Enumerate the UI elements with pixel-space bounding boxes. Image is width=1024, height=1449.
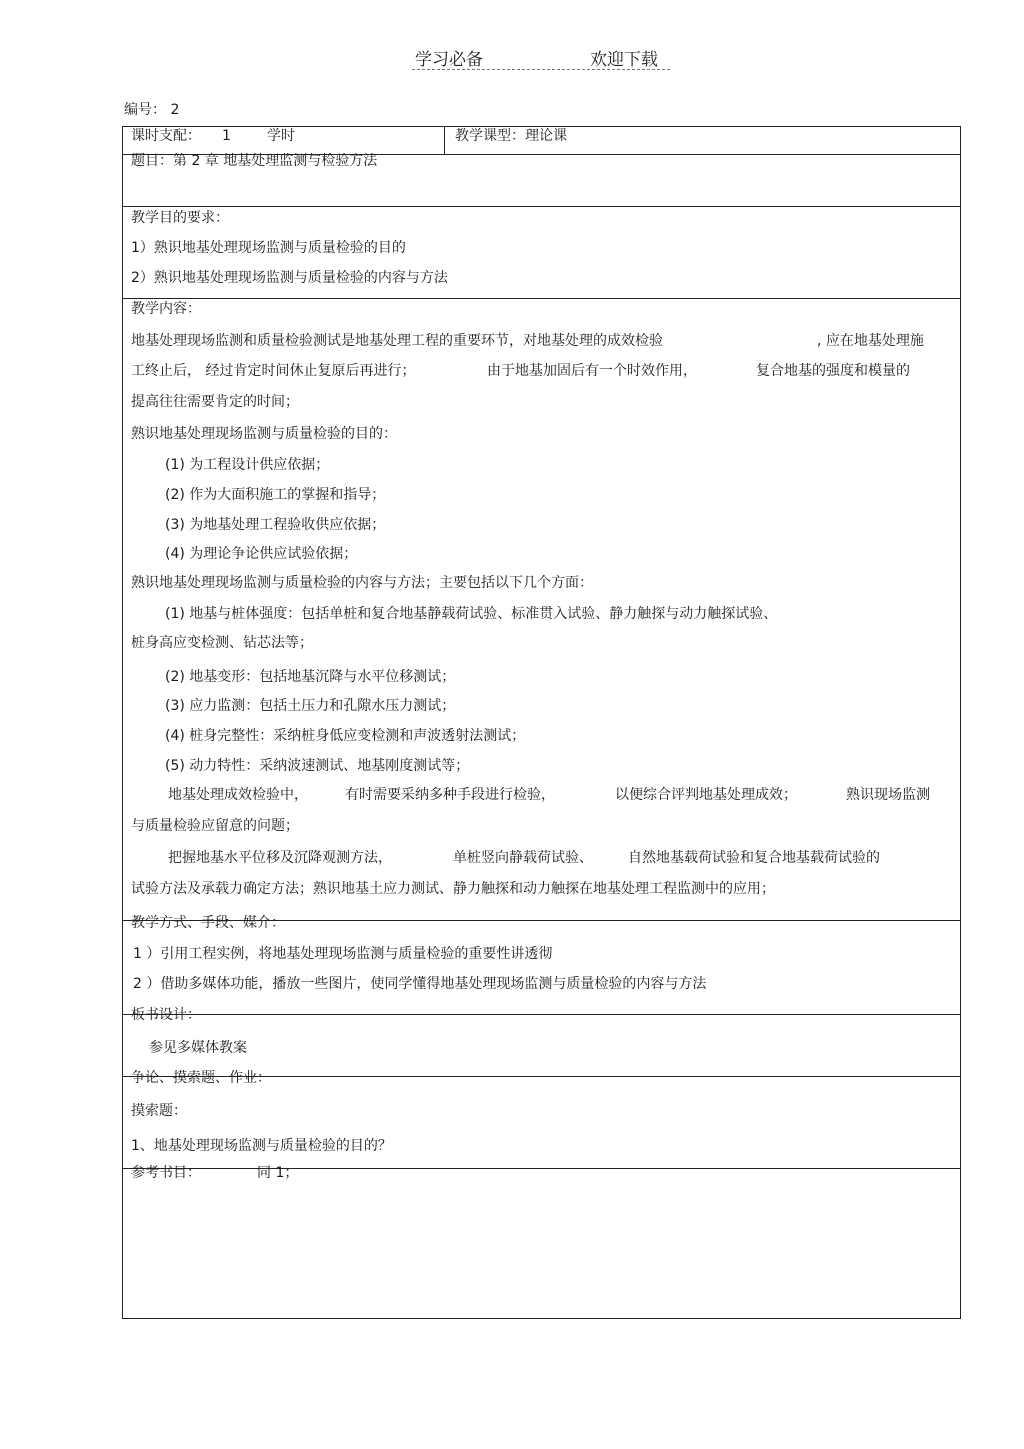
board-heading: 板书设计： [131, 1007, 201, 1023]
content-text: 地基处理成效检验中， [168, 787, 308, 803]
method-item-continued: 桩身高应变检测、钻芯法等； [131, 635, 313, 651]
methods-media-item: 1 ）引用工程实例，将地基处理现场监测与质量检验的重要性讲透彻 [133, 946, 553, 962]
method-item: (3) 应力监测：包括土压力和孔隙水压力测试； [165, 698, 456, 714]
table-divider [122, 206, 961, 207]
content-text: 地基处理现场监测和质量检验测试是地基处理工程的重要环节，对地基处理的成效检验 [131, 333, 663, 349]
references-label: 参考书目： [131, 1165, 201, 1181]
header-right-text: 欢迎下载 [590, 50, 658, 70]
table-border-left [122, 126, 123, 1318]
homework-subheading: 摸索题： [131, 1103, 187, 1119]
table-divider [122, 298, 961, 299]
purpose-item: (4) 为理论争论供应试验依据； [165, 546, 358, 562]
method-item: (2) 地基变形：包括地基沉降与水平位移测试； [165, 669, 456, 685]
header-dashed-rule [412, 69, 670, 70]
content-heading: 教学内容： [131, 301, 201, 317]
content-text: , 应在地基处理施 [817, 333, 924, 349]
homework-heading: 争论、摸索题、作业： [131, 1070, 271, 1086]
content-text: 由于地基加固后有一个时效作用， [487, 363, 697, 379]
table-divider [122, 1168, 961, 1169]
objectives-heading: 教学目的要求： [131, 210, 229, 226]
content-text: 有时需要采纳多种手段进行检验， [345, 787, 555, 803]
serial-number: 编号： 2 [124, 102, 180, 118]
method-item: (4) 桩身完整性：采纳桩身低应变检测和声波透射法测试； [165, 728, 526, 744]
hours-value: 1 [222, 128, 231, 144]
table-border-right [960, 126, 961, 1318]
purpose-heading: 熟识地基处理现场监测与质量检验的目的： [131, 426, 397, 442]
homework-item: 1、地基处理现场监测与质量检验的目的？ [131, 1138, 392, 1154]
board-content: 参见多媒体教案 [149, 1040, 247, 1056]
content-text: 以便综合评判地基处理成效； [615, 787, 797, 803]
purpose-item: (2) 作为大面积施工的掌握和指导； [165, 487, 386, 503]
methods-media-heading: 教学方式、手段、媒介： [131, 915, 285, 931]
hours-unit: 学时 [267, 128, 295, 144]
content-text: 单桩竖向静载荷试验、 [453, 850, 593, 866]
content-text: 复合地基的强度和模量的 [756, 363, 910, 379]
table-border-bottom [122, 1318, 961, 1319]
content-text: 试验方法及承载力确定方法；熟识地基土应力测试、静力触探和动力触探在地基处理工程监测中的应用； [131, 881, 775, 897]
header-left-text: 学习必备 [415, 50, 483, 70]
hours-label: 课时支配： [131, 128, 201, 144]
purpose-item: (1) 为工程设计供应依据； [165, 457, 330, 473]
objective-item: 1）熟识地基处理现场监测与质量检验的目的 [131, 240, 406, 256]
content-text: 熟识现场监测 [846, 787, 930, 803]
method-item: (1) 地基与桩体强度：包括单桩和复合地基静载荷试验、标准贯入试验、静力触探与动力触探试验、 [165, 606, 778, 622]
objective-item: 2）熟识地基处理现场监测与质量检验的内容与方法 [131, 270, 448, 286]
topic-title: 题目：第 2 章 地基处理监测与检验方法 [131, 153, 378, 169]
table-divider [122, 1014, 961, 1015]
methods-heading: 熟识地基处理现场监测与质量检验的内容与方法；主要包括以下几个方面： [131, 575, 593, 591]
method-item: (5) 动力特性：采纳波速测试、地基刚度测试等； [165, 758, 470, 774]
content-text: 与质量检验应留意的问题； [131, 818, 299, 834]
methods-media-item: 2 ）借助多媒体功能，播放一些图片，使同学懂得地基处理现场监测与质量检验的内容与方法 [133, 976, 707, 992]
content-text: 提高往往需要肯定的时间； [131, 394, 299, 410]
purpose-item: (3) 为地基处理工程验收供应依据； [165, 517, 386, 533]
table-cell-divider [444, 126, 445, 154]
content-text: 工终止后， 经过肯定时间休止复原后再进行； [131, 363, 416, 379]
references-value: 同 1； [257, 1165, 299, 1181]
content-text: 把握地基水平位移及沉降观测方法， [168, 850, 392, 866]
content-text: 自然地基载荷试验和复合地基载荷试验的 [628, 850, 880, 866]
lesson-type: 教学课型：理论课 [455, 128, 567, 144]
